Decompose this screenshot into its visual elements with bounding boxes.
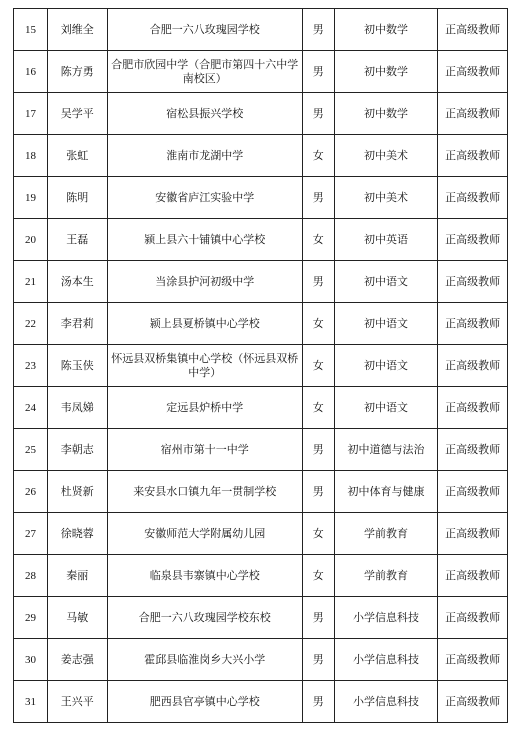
cell-subject: 初中数学 — [334, 51, 438, 93]
cell-subject: 初中语文 — [334, 387, 438, 429]
cell-gender: 女 — [302, 345, 334, 387]
cell-number: 26 — [14, 471, 48, 513]
cell-number: 25 — [14, 429, 48, 471]
cell-school: 安徽师范大学附属幼儿园 — [107, 513, 302, 555]
table-row — [14, 387, 508, 429]
cell-name: 汤本生 — [47, 261, 107, 303]
table-row — [14, 51, 508, 93]
cell-school: 来安县水口镇九年一贯制学校 — [107, 471, 302, 513]
cell-title: 正高级教师 — [438, 345, 508, 387]
cell-subject: 初中道德与法治 — [334, 429, 438, 471]
cell-name: 刘维全 — [47, 9, 107, 51]
cell-name: 李朝志 — [47, 429, 107, 471]
cell-title: 正高级教师 — [438, 639, 508, 681]
table-row — [14, 303, 508, 345]
cell-subject: 初中数学 — [334, 9, 438, 51]
cell-gender: 男 — [302, 177, 334, 219]
cell-subject: 初中体育与健康 — [334, 471, 438, 513]
cell-name: 秦丽 — [47, 555, 107, 597]
cell-gender: 男 — [302, 429, 334, 471]
cell-title: 正高级教师 — [438, 135, 508, 177]
cell-number: 18 — [14, 135, 48, 177]
cell-gender: 女 — [302, 135, 334, 177]
table-row — [14, 513, 508, 555]
cell-title: 正高级教师 — [438, 597, 508, 639]
cell-number: 19 — [14, 177, 48, 219]
cell-subject: 学前教育 — [334, 555, 438, 597]
cell-school: 颍上县夏桥镇中心学校 — [107, 303, 302, 345]
cell-number: 16 — [14, 51, 48, 93]
cell-school: 颍上县六十铺镇中心学校 — [107, 219, 302, 261]
cell-name: 王兴平 — [47, 681, 107, 723]
table-row — [14, 555, 508, 597]
cell-number: 23 — [14, 345, 48, 387]
table-row — [14, 597, 508, 639]
cell-number: 21 — [14, 261, 48, 303]
table-row — [14, 639, 508, 681]
cell-gender: 男 — [302, 9, 334, 51]
cell-name: 王磊 — [47, 219, 107, 261]
cell-title: 正高级教师 — [438, 471, 508, 513]
cell-school: 怀远县双桥集镇中心学校（怀远县双桥中学） — [107, 345, 302, 387]
table-row — [14, 135, 508, 177]
cell-gender: 女 — [302, 219, 334, 261]
table-body — [14, 9, 508, 723]
cell-title: 正高级教师 — [438, 513, 508, 555]
cell-title: 正高级教师 — [438, 303, 508, 345]
cell-gender: 男 — [302, 261, 334, 303]
teacher-list-table — [13, 8, 508, 723]
cell-subject: 初中美术 — [334, 135, 438, 177]
cell-number: 31 — [14, 681, 48, 723]
cell-gender: 男 — [302, 471, 334, 513]
cell-gender: 女 — [302, 387, 334, 429]
cell-subject: 小学信息科技 — [334, 597, 438, 639]
cell-number: 22 — [14, 303, 48, 345]
table-row — [14, 261, 508, 303]
cell-title: 正高级教师 — [438, 51, 508, 93]
cell-number: 15 — [14, 9, 48, 51]
cell-subject: 初中英语 — [334, 219, 438, 261]
cell-subject: 初中语文 — [334, 261, 438, 303]
table-row — [14, 93, 508, 135]
cell-gender: 男 — [302, 93, 334, 135]
table-row — [14, 219, 508, 261]
cell-subject: 小学信息科技 — [334, 681, 438, 723]
cell-name: 杜贤新 — [47, 471, 107, 513]
cell-school: 宿州市第十一中学 — [107, 429, 302, 471]
cell-number: 28 — [14, 555, 48, 597]
table-row — [14, 177, 508, 219]
cell-gender: 男 — [302, 639, 334, 681]
table-row — [14, 471, 508, 513]
cell-school: 合肥一六八玫瑰园学校东校 — [107, 597, 302, 639]
cell-title: 正高级教师 — [438, 93, 508, 135]
cell-number: 30 — [14, 639, 48, 681]
cell-name: 陈明 — [47, 177, 107, 219]
cell-number: 27 — [14, 513, 48, 555]
cell-school: 宿松县振兴学校 — [107, 93, 302, 135]
cell-subject: 小学信息科技 — [334, 639, 438, 681]
cell-number: 24 — [14, 387, 48, 429]
table-row — [14, 681, 508, 723]
cell-name: 马敏 — [47, 597, 107, 639]
cell-gender: 男 — [302, 681, 334, 723]
cell-school: 安徽省庐江实验中学 — [107, 177, 302, 219]
cell-gender: 女 — [302, 303, 334, 345]
cell-number: 29 — [14, 597, 48, 639]
cell-subject: 初中美术 — [334, 177, 438, 219]
cell-subject: 初中语文 — [334, 345, 438, 387]
cell-title: 正高级教师 — [438, 177, 508, 219]
cell-name: 吴学平 — [47, 93, 107, 135]
cell-school: 定远县炉桥中学 — [107, 387, 302, 429]
cell-title: 正高级教师 — [438, 219, 508, 261]
cell-number: 17 — [14, 93, 48, 135]
cell-title: 正高级教师 — [438, 681, 508, 723]
cell-title: 正高级教师 — [438, 555, 508, 597]
cell-name: 陈玉侠 — [47, 345, 107, 387]
cell-school: 当涂县护河初级中学 — [107, 261, 302, 303]
cell-school: 合肥市欣园中学（合肥市第四十六中学南校区） — [107, 51, 302, 93]
cell-school: 肥西县官亭镇中心学校 — [107, 681, 302, 723]
cell-subject: 初中数学 — [334, 93, 438, 135]
cell-school: 临泉县韦寨镇中心学校 — [107, 555, 302, 597]
cell-school: 淮南市龙湖中学 — [107, 135, 302, 177]
table-row — [14, 429, 508, 471]
cell-subject: 初中语文 — [334, 303, 438, 345]
cell-number: 20 — [14, 219, 48, 261]
cell-gender: 女 — [302, 555, 334, 597]
cell-name: 李君莉 — [47, 303, 107, 345]
table-row — [14, 9, 508, 51]
cell-title: 正高级教师 — [438, 9, 508, 51]
cell-gender: 女 — [302, 513, 334, 555]
cell-school: 合肥一六八玫瑰园学校 — [107, 9, 302, 51]
table-row — [14, 345, 508, 387]
cell-name: 姜志强 — [47, 639, 107, 681]
cell-subject: 学前教育 — [334, 513, 438, 555]
cell-name: 韦凤娣 — [47, 387, 107, 429]
cell-title: 正高级教师 — [438, 387, 508, 429]
cell-gender: 男 — [302, 51, 334, 93]
cell-title: 正高级教师 — [438, 429, 508, 471]
cell-name: 张虹 — [47, 135, 107, 177]
cell-name: 徐晓蓉 — [47, 513, 107, 555]
cell-title: 正高级教师 — [438, 261, 508, 303]
cell-gender: 男 — [302, 597, 334, 639]
cell-school: 霍邱县临淮岗乡大兴小学 — [107, 639, 302, 681]
cell-name: 陈方勇 — [47, 51, 107, 93]
